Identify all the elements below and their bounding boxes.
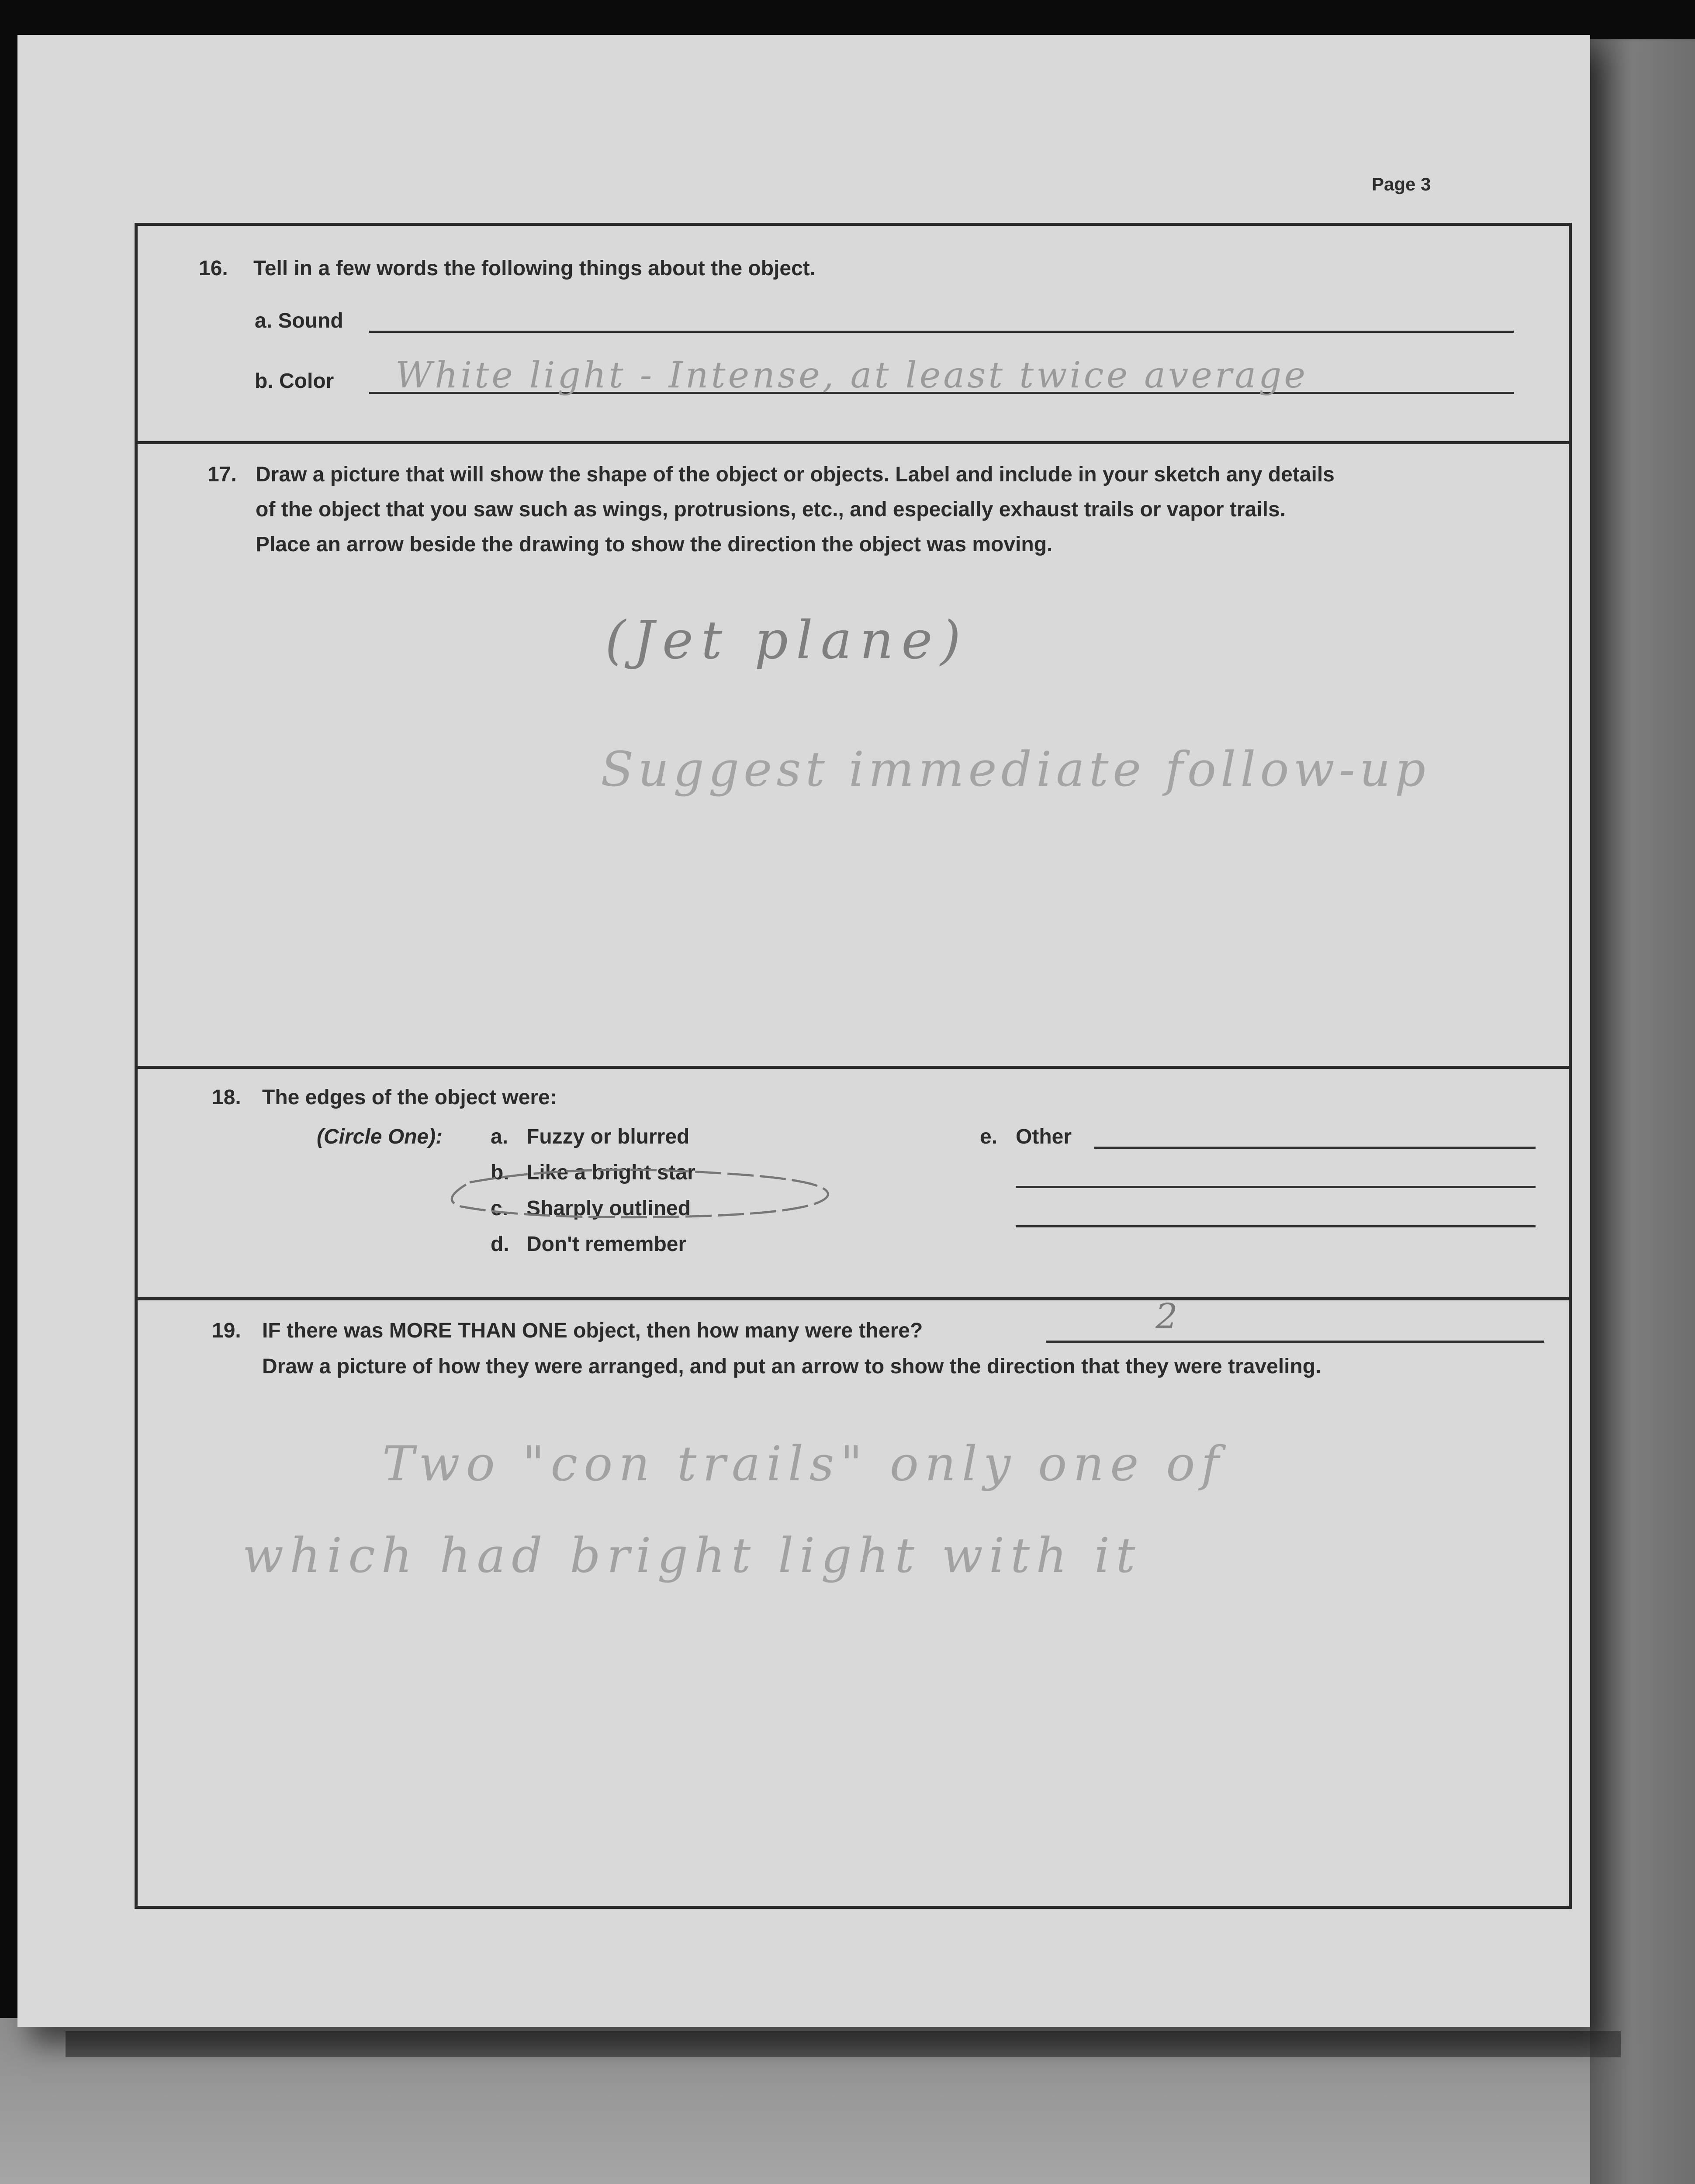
other-answer-line-2[interactable]: [1016, 1186, 1536, 1188]
sketch-note-follow-up[interactable]: Suggest immediate follow-up: [601, 741, 1430, 797]
question-18-prompt: The edges of the object were:: [262, 1086, 557, 1109]
question-16-number: 16.: [199, 257, 228, 280]
question-18-section: [138, 1069, 1569, 1300]
arrangement-note-line-2[interactable]: which had bright light with it: [242, 1527, 1142, 1583]
other-answer-line-3[interactable]: [1016, 1225, 1536, 1227]
question-19-prompt: IF there was MORE THAN ONE object, then how many were there?: [262, 1319, 923, 1342]
object-count-answer[interactable]: 2: [1155, 1296, 1178, 1337]
question-19-line-2: Draw a picture of how they were arranged, and put an arrow to show the direction that they were traveling.: [262, 1355, 1321, 1378]
arrangement-note-line-1[interactable]: Two "con trails" only one of: [382, 1436, 1225, 1492]
sound-answer-line: [369, 331, 1514, 333]
option-c-text[interactable]: Sharply outlined: [526, 1197, 691, 1220]
stray-scribble-mark: [39, 2175, 179, 2184]
scanner-edge: [1590, 39, 1695, 2184]
question-17-number: 17.: [208, 463, 237, 486]
question-17-section: [138, 444, 1569, 1069]
sketch-note-shape[interactable]: (Jet plane): [605, 610, 969, 671]
color-answer[interactable]: White light - Intense, at least twice average: [395, 355, 1308, 396]
option-a-letter: a.: [491, 1125, 508, 1148]
color-label: b. Color: [255, 370, 334, 393]
page-number: Page 3: [1372, 174, 1431, 194]
option-b-letter: b.: [491, 1161, 509, 1184]
option-e-label: Other: [1016, 1125, 1072, 1148]
circle-one-instruction: (Circle One):: [317, 1125, 443, 1148]
object-count-line: [1046, 1341, 1544, 1343]
question-19-section: [138, 1296, 1569, 1906]
option-d-letter: d.: [491, 1233, 509, 1256]
questionnaire-form: [135, 223, 1572, 1909]
question-16-prompt: Tell in a few words the following things about the object.: [253, 257, 816, 280]
sound-label: a. Sound: [255, 309, 343, 332]
question-17-line-1: Draw a picture that will show the shape of the object or objects. Label and include in your sketch any details: [256, 463, 1335, 486]
question-16-section: [138, 226, 1569, 444]
other-answer-line-1[interactable]: [1094, 1147, 1536, 1149]
question-19-number: 19.: [212, 1319, 241, 1342]
question-18-number: 18.: [212, 1086, 241, 1109]
option-a-text[interactable]: Fuzzy or blurred: [526, 1125, 690, 1148]
question-17-line-3: Place an arrow beside the drawing to show the direction the object was moving.: [256, 533, 1053, 556]
option-e-letter: e.: [980, 1125, 998, 1148]
option-b-text[interactable]: Like a bright star: [526, 1161, 695, 1184]
question-17-line-2: of the object that you saw such as wings, protrusions, etc., and especially exhaust trails or vapor trails.: [256, 498, 1286, 521]
option-d-text[interactable]: Don't remember: [526, 1233, 687, 1256]
selected-option-circle: [443, 1165, 837, 1222]
option-c-letter: c.: [491, 1197, 508, 1220]
page-shadow: [66, 2031, 1621, 2057]
